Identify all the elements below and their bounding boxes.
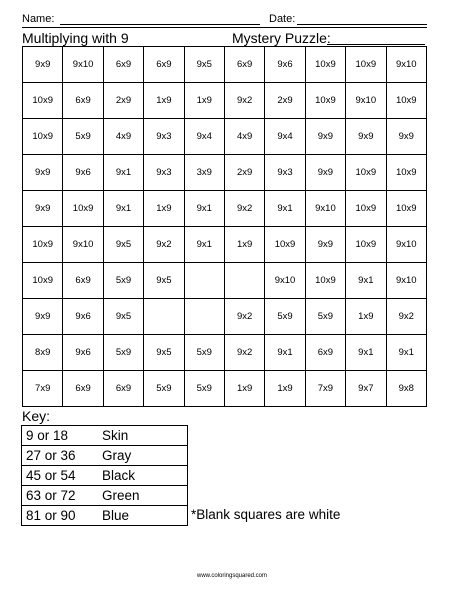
grid-cell[interactable]: 4x9	[103, 119, 143, 155]
grid-cell[interactable]: 6x9	[224, 47, 264, 83]
key-range: 81 or 90	[22, 506, 103, 526]
grid-cell[interactable]: 9x1	[184, 227, 224, 263]
key-color: Skin	[102, 426, 188, 446]
key-row	[22, 446, 188, 466]
grid-cell[interactable]: 2x9	[103, 83, 143, 119]
grid-cell[interactable]: 9x10	[386, 227, 426, 263]
key-row	[22, 486, 188, 506]
grid-cell[interactable]: 9x2	[224, 191, 264, 227]
grid-row	[23, 263, 427, 299]
key-range: 63 or 72	[22, 486, 103, 506]
grid-cell[interactable]: 9x6	[63, 335, 103, 371]
grid-cell[interactable]: 9x9	[305, 155, 345, 191]
key-range: 45 or 54	[22, 466, 103, 486]
grid-cell[interactable]: 6x9	[63, 371, 103, 407]
grid-cell[interactable]: 4x9	[224, 119, 264, 155]
grid-row	[23, 83, 427, 119]
name-label: Name:	[22, 13, 55, 25]
grid-cell[interactable]: 10x9	[23, 119, 63, 155]
key-row	[22, 426, 188, 446]
name-line[interactable]	[60, 24, 260, 25]
grid-row	[23, 155, 427, 191]
grid-cell[interactable]: 6x9	[103, 371, 143, 407]
grid-cell[interactable]: 9x10	[305, 191, 345, 227]
grid-cell[interactable]: 9x10	[265, 263, 305, 299]
grid-cell[interactable]: 9x1	[346, 335, 386, 371]
grid-cell[interactable]: 10x9	[386, 155, 426, 191]
grid-cell[interactable]: 10x9	[23, 227, 63, 263]
grid-cell[interactable]: 5x9	[305, 299, 345, 335]
grid-cell[interactable]: 9x1	[346, 263, 386, 299]
grid-cell[interactable]: 1x9	[224, 371, 264, 407]
grid-cell[interactable]: 9x4	[265, 119, 305, 155]
grid-cell[interactable]: 9x3	[144, 119, 184, 155]
grid-cell[interactable]: 9x3	[144, 155, 184, 191]
grid-cell[interactable]: 5x9	[103, 335, 143, 371]
grid-cell[interactable]: 10x9	[305, 47, 345, 83]
key-title: Key:	[22, 408, 51, 424]
grid-cell[interactable]: 5x9	[103, 263, 143, 299]
grid-cell[interactable]: 9x5	[184, 47, 224, 83]
grid-cell[interactable]: 9x2	[386, 299, 426, 335]
header-rule	[22, 27, 427, 28]
grid-cell[interactable]	[184, 299, 224, 335]
grid-cell[interactable]: 10x9	[23, 83, 63, 119]
grid-cell[interactable]: 10x9	[346, 155, 386, 191]
key-color: Green	[102, 486, 188, 506]
grid-cell[interactable]: 9x7	[346, 371, 386, 407]
grid-cell[interactable]: 9x3	[265, 155, 305, 191]
key-color: Black	[102, 466, 188, 486]
grid-cell[interactable]	[184, 263, 224, 299]
grid-cell[interactable]: 9x9	[23, 191, 63, 227]
grid-cell[interactable]: 9x6	[63, 299, 103, 335]
puzzle-grid	[22, 46, 427, 407]
key-color: Gray	[102, 446, 188, 466]
grid-cell[interactable]: 6x9	[63, 263, 103, 299]
grid-cell[interactable]: 10x9	[386, 191, 426, 227]
grid-cell[interactable]: 1x9	[144, 191, 184, 227]
grid-cell[interactable]: 9x1	[103, 191, 143, 227]
grid-cell[interactable]: 2x9	[224, 155, 264, 191]
grid-row	[23, 227, 427, 263]
grid-row	[23, 371, 427, 407]
grid-cell[interactable]: 9x10	[63, 227, 103, 263]
grid-cell[interactable]: 9x9	[23, 47, 63, 83]
grid-cell[interactable]: 10x9	[23, 263, 63, 299]
key-row	[22, 466, 188, 486]
grid-cell[interactable]: 10x9	[346, 47, 386, 83]
grid-cell[interactable]: 9x2	[224, 83, 264, 119]
grid-cell[interactable]: 10x9	[346, 191, 386, 227]
color-key-table	[21, 425, 188, 526]
grid-row	[23, 191, 427, 227]
grid-cell[interactable]: 10x9	[305, 263, 345, 299]
grid-cell[interactable]: 6x9	[63, 83, 103, 119]
grid-cell[interactable]: 2x9	[265, 83, 305, 119]
grid-cell[interactable]	[144, 299, 184, 335]
mystery-puzzle-label: Mystery Puzzle:	[232, 30, 331, 46]
grid-cell[interactable]: 9x9	[305, 227, 345, 263]
grid-cell[interactable]: 9x5	[144, 335, 184, 371]
grid-cell[interactable]: 8x9	[23, 335, 63, 371]
grid-cell[interactable]: 5x9	[184, 335, 224, 371]
grid-cell[interactable]: 9x10	[346, 83, 386, 119]
grid-cell[interactable]: 9x6	[63, 155, 103, 191]
grid-cell[interactable]: 1x9	[184, 83, 224, 119]
grid-cell[interactable]: 9x1	[265, 191, 305, 227]
grid-cell[interactable]: 9x2	[224, 299, 264, 335]
grid-cell[interactable]: 1x9	[224, 227, 264, 263]
grid-cell[interactable]: 7x9	[23, 371, 63, 407]
grid-cell[interactable]: 10x9	[346, 227, 386, 263]
blank-squares-note: *Blank squares are white	[191, 507, 341, 522]
grid-cell[interactable]: 10x9	[386, 83, 426, 119]
grid-cell[interactable]: 6x9	[103, 47, 143, 83]
key-row	[22, 506, 188, 526]
grid-cell[interactable]: 3x9	[184, 155, 224, 191]
grid-cell[interactable]: 5x9	[63, 119, 103, 155]
grid-cell[interactable]: 5x9	[184, 371, 224, 407]
grid-cell[interactable]: 6x9	[144, 47, 184, 83]
grid-cell[interactable]: 9x1	[386, 335, 426, 371]
date-label: Date:	[269, 13, 296, 25]
key-range: 9 or 18	[22, 426, 103, 446]
key-color: Blue	[102, 506, 188, 526]
grid-row	[23, 119, 427, 155]
grid-cell[interactable]: 9x5	[103, 227, 143, 263]
grid-cell[interactable]: 9x6	[265, 47, 305, 83]
grid-cell[interactable]: 1x9	[346, 299, 386, 335]
grid-row	[23, 335, 427, 371]
grid-cell[interactable]: 5x9	[144, 371, 184, 407]
grid-cell[interactable]: 9x9	[23, 155, 63, 191]
grid-row	[23, 299, 427, 335]
grid-cell[interactable]: 9x4	[184, 119, 224, 155]
worksheet-title: Multiplying with 9	[22, 30, 129, 46]
grid-cell[interactable]: 9x1	[265, 335, 305, 371]
grid-cell[interactable]: 10x9	[63, 191, 103, 227]
grid-row	[23, 47, 427, 83]
grid-cell[interactable]: 9x5	[144, 263, 184, 299]
grid-cell[interactable]: 7x9	[305, 371, 345, 407]
grid-cell[interactable]: 10x9	[265, 227, 305, 263]
grid-cell[interactable]: 9x9	[346, 119, 386, 155]
grid-cell[interactable]: 1x9	[144, 83, 184, 119]
grid-cell[interactable]: 9x2	[224, 335, 264, 371]
date-line[interactable]	[297, 24, 427, 25]
grid-cell[interactable]: 9x1	[184, 191, 224, 227]
grid-cell[interactable]: 1x9	[265, 371, 305, 407]
grid-cell[interactable]: 10x9	[305, 83, 345, 119]
grid-cell[interactable]: 9x1	[103, 155, 143, 191]
grid-cell[interactable]: 9x10	[386, 263, 426, 299]
grid-cell[interactable]: 6x9	[305, 335, 345, 371]
grid-cell[interactable]: 9x10	[63, 47, 103, 83]
grid-cell[interactable]: 9x2	[144, 227, 184, 263]
footer-url: www.coloringsquared.com	[196, 573, 268, 579]
grid-cell[interactable]: 9x9	[305, 119, 345, 155]
key-range: 27 or 36	[22, 446, 103, 466]
grid-cell[interactable]: 9x10	[386, 47, 426, 83]
grid-cell[interactable]: 5x9	[265, 299, 305, 335]
grid-cell[interactable]: 9x9	[386, 119, 426, 155]
mystery-puzzle-line[interactable]	[327, 44, 425, 45]
grid-cell[interactable]: 9x5	[103, 299, 143, 335]
grid-cell[interactable]: 9x8	[386, 371, 426, 407]
grid-cell[interactable]: 9x9	[23, 299, 63, 335]
grid-cell[interactable]	[224, 263, 264, 299]
